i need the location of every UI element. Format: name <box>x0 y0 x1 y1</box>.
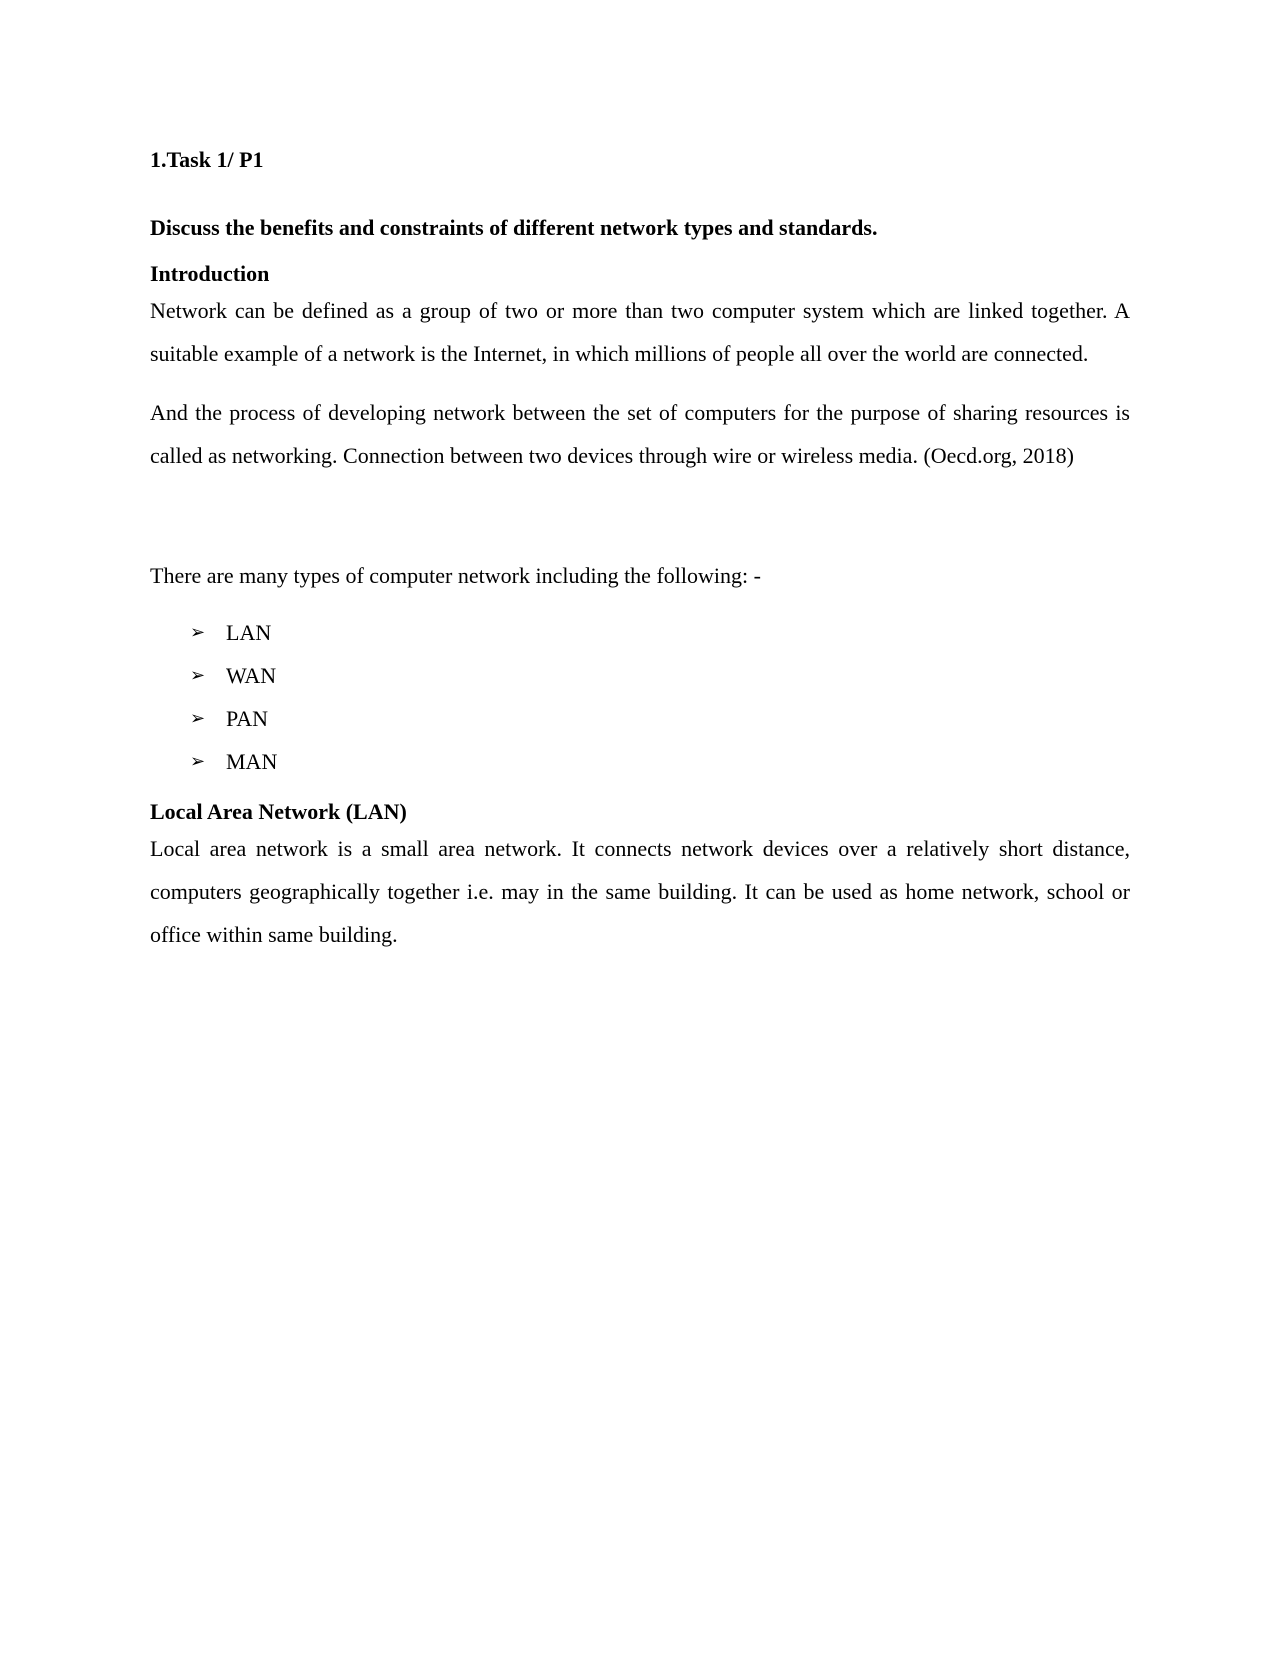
arrowhead-bullet-icon: ➢ <box>190 708 206 728</box>
task-heading: 1.Task 1/ P1 <box>150 147 264 172</box>
list-item <box>190 740 1130 783</box>
list-item-label: MAN <box>226 749 278 774</box>
introduction-paragraph-1: Network can be defined as a group of two or more than two computer system which are linked together. A suitable example of a network is the Internet, in which millions of people all over the world are connected. <box>150 298 1130 366</box>
document-page <box>150 145 1130 956</box>
list-item-label: WAN <box>226 663 277 688</box>
lan-heading: Local Area Network (LAN) <box>150 799 407 824</box>
list-item-label: LAN <box>226 620 272 645</box>
network-types-list <box>150 611 1130 783</box>
arrowhead-bullet-icon: ➢ <box>190 751 206 771</box>
introduction-heading: Introduction <box>150 261 270 286</box>
list-item <box>190 697 1130 740</box>
arrowhead-bullet-icon: ➢ <box>190 622 206 642</box>
question-heading: Discuss the benefits and constraints of different network types and standards. <box>150 215 878 240</box>
lan-paragraph: Local area network is a small area network. It connects network devices over a relatively short distance, computers geographically together i.e. may in the same building. It can be used as home network, school or office within same building. <box>150 836 1130 947</box>
arrowhead-bullet-icon: ➢ <box>190 665 206 685</box>
list-item <box>190 611 1130 654</box>
network-types-intro: There are many types of computer network including the following: - <box>150 563 761 588</box>
list-item-label: PAN <box>226 706 268 731</box>
list-item <box>190 654 1130 697</box>
introduction-paragraph-2: And the process of developing network between the set of computers for the purpose of sharing resources is called as networking. Connection between two devices through wire or wireless media. (Oecd.org, 2018) <box>150 400 1130 468</box>
